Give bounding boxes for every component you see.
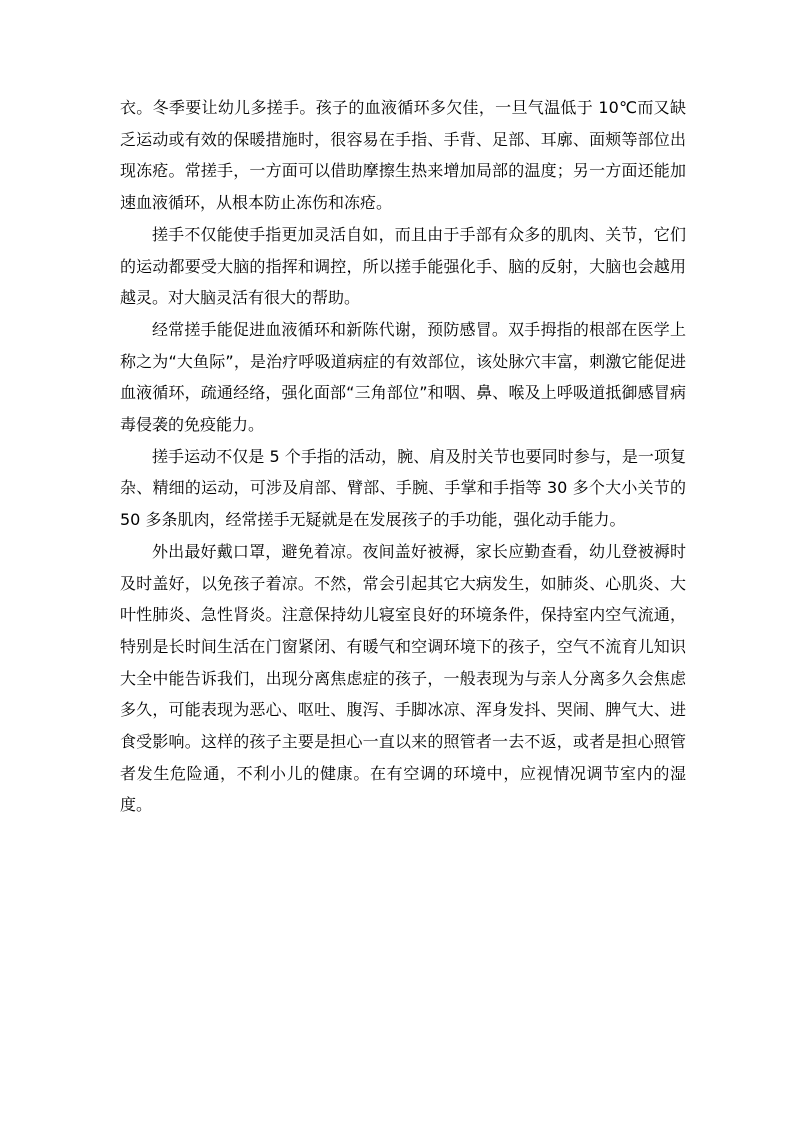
paragraph-5: 外出最好戴口罩，避免着凉。夜间盖好被褥，家长应勤查看，幼儿登被褥时及时盖好，以免孩子着凉。不然，常会引起其它大病发生，如肺炎、心肌炎、大叶性肺炎、急性肾炎。注意保持幼儿寝室良好的环境条件，保持室内空气流通，特别是长时间生活在门窗紧闭、有暖气和空调环境下的孩子，空气不流育儿知识大全中能告诉我们，出现分离焦虑症的孩子，一般表现为与亲人分离多久会焦虑多久，可能表现为恶心、呕吐、腹泻、手脚冰凉、浑身发抖、哭闹、脾气大、进食受影响。这样的孩子主要是担心一直以来的照管者一去不返，或者是担心照管者发生危险通，不利小儿的健康。在有空调的环境中，应视情况调节室内的湿度。 [120, 541, 686, 815]
paragraph-3: 经常搓手能促进血液循环和新陈代谢，预防感冒。双手拇指的根部在医学上称之为“大鱼际”，是治疗呼吸道病症的有效部位，该处脉穴丰富，刺激它能促进血液循环，疏通经络，强化面部“三角部位”和咽、鼻、喉及上呼吸道抵御感冒病毒侵袭的免疫能力。 [120, 319, 686, 435]
paragraph-4: 搓手运动不仅是 5 个手指的活动，腕、肩及肘关节也要同时参与，是一项复杂、精细的运动，可涉及肩部、臂部、手腕、手掌和手指等 30 多个大小关节的 50 多条肌肉，经常搓手无疑就是在发展孩子的手功能，强化动手能力。 [120, 446, 686, 530]
paragraph-1: 衣。冬季要让幼儿多搓手。孩子的血液循环多欠佳，一旦气温低于 10℃而又缺乏运动或有效的保暖措施时，很容易在手指、手背、足部、耳廓、面颊等部位出现冻疮。常搓手，一方面可以借助摩擦生热来增加局部的温度；另一方面还能加速血液循环，从根本防止冻伤和冻疮。 [120, 98, 686, 213]
paragraph-2: 搓手不仅能使手指更加灵活自如，而且由于手部有众多的肌肉、关节，它们的运动都要受大脑的指挥和调控，所以搓手能强化手、脑的反射，大脑也会越用越灵。对大脑灵活有很大的帮助。 [120, 224, 686, 308]
document-body [120, 92, 686, 821]
